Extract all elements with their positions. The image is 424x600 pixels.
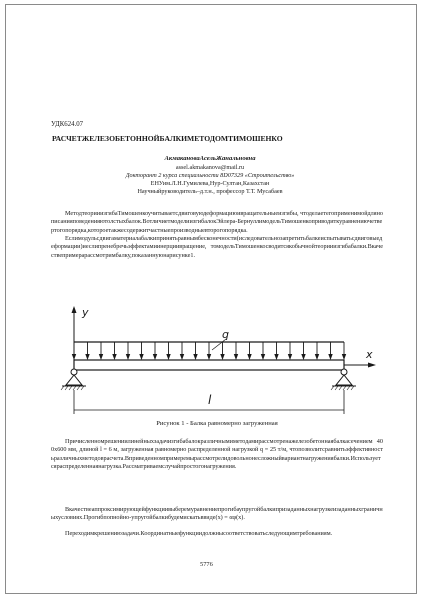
load-arrow-head bbox=[166, 354, 170, 360]
load-arrows bbox=[72, 342, 346, 360]
figure-caption: Рисунок 1 - Балка равномерно загруженная bbox=[156, 420, 278, 427]
load-arrow-head bbox=[193, 354, 197, 360]
load-arrow-head bbox=[288, 354, 292, 360]
article-title: РАСЧЕТЖЕЛЕЗОБЕТОННОЙБАЛКИМЕТОДОМТИМОШЕНКО bbox=[52, 134, 283, 143]
author-name: АкмакановаАсельЖанальновна bbox=[164, 155, 256, 162]
load-arrow-head bbox=[85, 354, 89, 360]
paragraph-intro: МетодтеорииизгибаТимошенкоучитываетсдвиговуюдеформациюивращательныеизгибы, чтоделаетегоприменимойдлянописанияповеденияютолстыхбалок.ВотличиетмоделиизгибалокЭйлера-БернуллимодельТимошенкоприводиткуравнениючетвертогопорядка,котороетакжесодержитчастныепроизводныевторогопорядка. bbox=[51, 210, 383, 234]
span-label: l bbox=[208, 393, 212, 407]
load-arrow-head bbox=[72, 354, 76, 360]
x-axis-arrowhead bbox=[368, 363, 376, 368]
load-label: q bbox=[222, 328, 229, 341]
paragraph-shear-modulus: Еслимодульсдвигаматериалабалкипринятьравнымбесконечности(иследовательнозапретитьбалкеиспытыватьсдвиговыедеформации)иеслипренебречьэффектамиинерциивращение, томодельТимошенкосводитсякобычнойтеорииизгибабалки.Вкачествепримерарассмотримбалку,показаннуюнарисунке1. bbox=[51, 235, 383, 259]
load-arrow-head bbox=[180, 354, 184, 360]
load-arrow-head bbox=[315, 354, 319, 360]
right-support-hatch bbox=[331, 386, 354, 390]
load-arrow-head bbox=[274, 354, 278, 360]
page-number: 5776 bbox=[200, 561, 213, 568]
load-arrow-head bbox=[220, 354, 224, 360]
right-support bbox=[336, 375, 352, 385]
paragraph-solution: Переходимкрешениюзадачи.Координатныефункциидолжнысоответствоватьследующимтребованиям. bbox=[65, 530, 333, 537]
x-axis-label: x bbox=[366, 348, 373, 361]
author-university: ЕНУим.Л.Н.Гумилева,Нур-Султан,Казахстан bbox=[150, 180, 270, 187]
author-supervisor: Научныйруководитель–д.т.н., профессор Т.Т. Мусабаев bbox=[137, 188, 283, 195]
load-arrow-head bbox=[207, 354, 211, 360]
load-arrow-head bbox=[261, 354, 265, 360]
load-arrow-head bbox=[234, 354, 238, 360]
left-support-hinge bbox=[71, 369, 77, 375]
udk-code: УДК624.07 bbox=[51, 121, 83, 128]
left-support-hatch bbox=[61, 386, 84, 390]
y-axis-arrowhead bbox=[72, 306, 77, 313]
load-arrow-head bbox=[247, 354, 251, 360]
load-arrow-head bbox=[112, 354, 116, 360]
load-arrow-head bbox=[328, 354, 332, 360]
author-email: assel.akmakanova@mail.ru bbox=[175, 164, 245, 171]
paragraph-example: Причисленномрешениилинейныхзадачизгибабалокразличнымиметодамирассмотренажелезобетоннаябалкасечением 400х600 мм, длиной l = 6 м, загруженная равномерно распределенной нагрузкой q = 25 т/м, чтопозволитсравнитьэффективностьразличныхметодоврасчета.Вприведенномпримеремырассмотрелидовольнонесложныйвариантнагружениябалки.Используетсяраспределеннаянагрузка.Рассматриваемслучайпростогонагружения. bbox=[51, 438, 383, 470]
load-arrow-head bbox=[153, 354, 157, 360]
load-arrow-head bbox=[126, 354, 130, 360]
load-label-leader bbox=[212, 339, 226, 350]
load-arrow-head bbox=[342, 354, 346, 360]
left-support bbox=[66, 375, 82, 385]
beam-figure bbox=[52, 298, 384, 416]
load-arrow-head bbox=[99, 354, 103, 360]
author-program: Докторант 2 курса специальности 8D07329 «Строительство» bbox=[125, 172, 295, 179]
load-arrow-head bbox=[139, 354, 143, 360]
paragraph-approximation: Вкачествеаппроксимирующейфункциивыберемуравнениепрогибаупругойбалкипризаданныхнагрузкеизаданныхграничныхусловиях.Прогибпопнойно-упругойбалкибудемискатьввиде(x) = αφ(x). bbox=[51, 506, 383, 522]
y-axis-label: y bbox=[82, 306, 89, 319]
right-support-hinge bbox=[341, 369, 347, 375]
beam bbox=[74, 360, 344, 370]
load-arrow-head bbox=[301, 354, 305, 360]
